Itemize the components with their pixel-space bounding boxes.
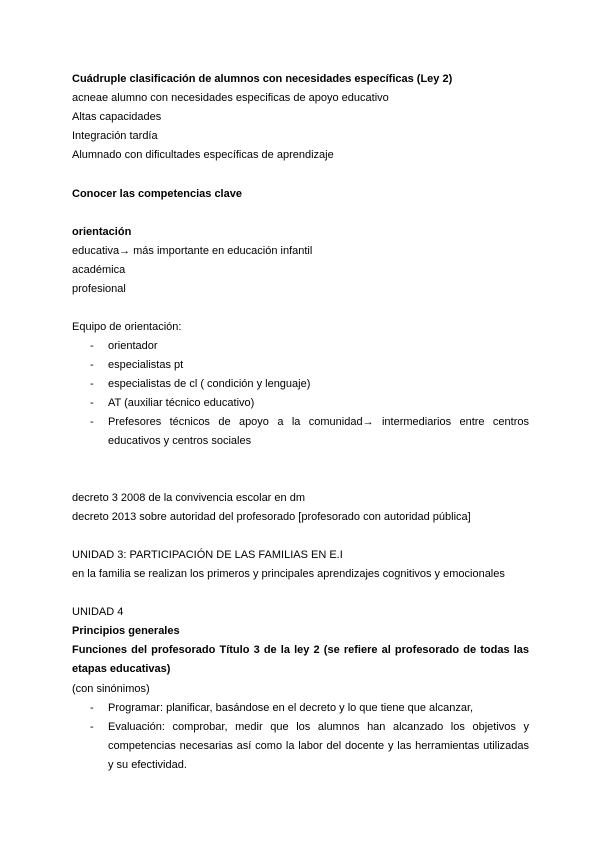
unit-heading: UNIDAD 4 — [72, 606, 124, 618]
section-heading: orientación — [72, 226, 132, 238]
list-bullet: - — [90, 416, 94, 428]
list-bullet: - — [90, 721, 94, 733]
section-heading: Conocer las competencias clave — [72, 188, 242, 200]
list-bullet: - — [90, 378, 94, 390]
section-heading: Principios generales — [72, 625, 180, 637]
text-line: Alumnado con dificultades específicas de aprendizaje — [72, 149, 334, 161]
text-line: acneae alumno con necesidades especificas de apoyo educativo — [72, 92, 389, 104]
list-item: AT (auxiliar técnico educativo) — [108, 397, 255, 409]
list-bullet: - — [90, 397, 94, 409]
list-bullet: - — [90, 340, 94, 352]
text-line: profesional — [72, 283, 126, 295]
section-heading: Funciones del profesorado Título 3 de la ley 2 (se refiere al profesorado de todas las etapas educativas) — [72, 644, 529, 675]
list-bullet: - — [90, 359, 94, 371]
list-item: especialistas de cl ( condición y lenguaje) — [108, 378, 311, 390]
list-label: Equipo de orientación: — [72, 321, 182, 333]
list-item-continuation: educativos y centros sociales — [108, 435, 252, 447]
text-line: (con sinónimos) — [72, 683, 150, 695]
list-item: Prefesores técnicos de apoyo a la comunidad→ intermediarios entre centros — [108, 416, 529, 428]
section-heading: Cuádruple clasificación de alumnos con necesidades específicas (Ley 2) — [72, 73, 453, 85]
text-line: decreto 2013 sobre autoridad del profesorado [profesorado con autoridad pública] — [72, 511, 471, 523]
list-item: especialistas pt — [108, 359, 184, 371]
list-item: orientador — [108, 340, 158, 352]
unit-heading: UNIDAD 3: PARTICIPACIÓN DE LAS FAMILIAS EN E.I — [72, 549, 343, 561]
text-line: Integración tardía — [72, 130, 158, 142]
list-item: Programar: planificar, basándose en el decreto y lo que tiene que alcanzar, — [108, 702, 474, 714]
list-bullet: - — [90, 702, 94, 714]
text-line: decreto 3 2008 de la convivencia escolar en dm — [72, 492, 305, 504]
text-line: Altas capacidades — [72, 111, 162, 123]
text-line: en la familia se realizan los primeros y principales aprendizajes cognitivos y emocionales — [72, 568, 505, 580]
text-line: educativa→ más importante en educación infantil — [72, 245, 313, 257]
list-item: Evaluación: comprobar, medir que los alumnos han alcanzado los objetivos y competencias necesarias así como la labor del docente y las herramientas utilizadas y su efectividad. — [108, 721, 529, 771]
text-line: académica — [72, 264, 126, 276]
